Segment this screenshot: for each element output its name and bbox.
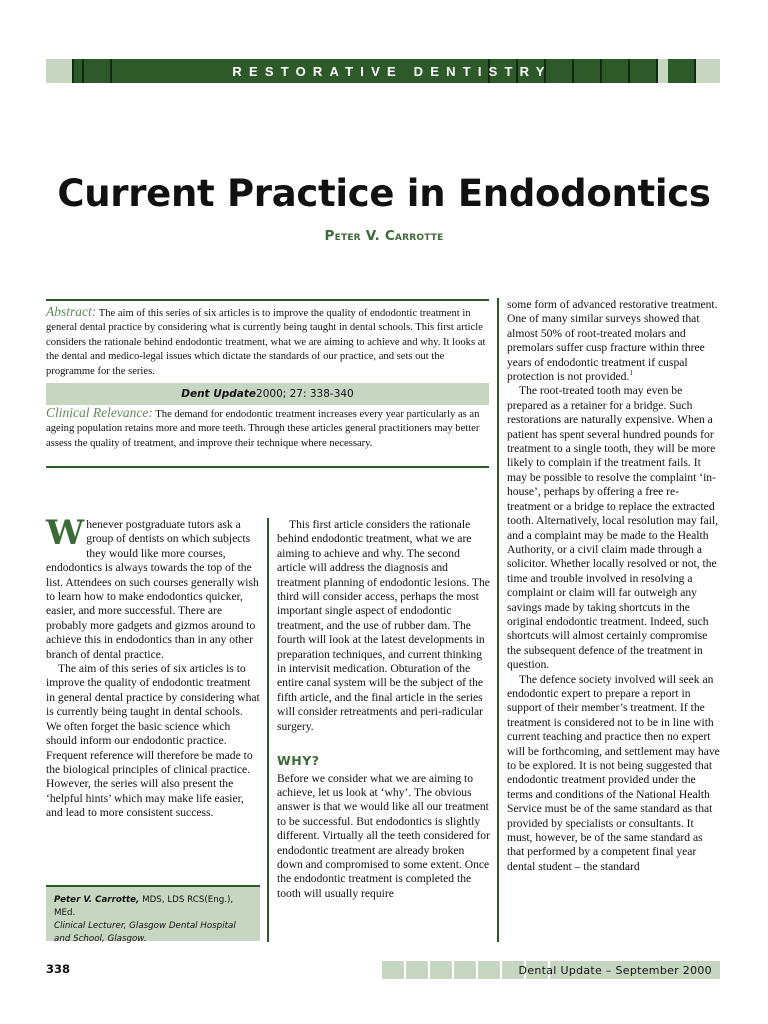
citation-journal: Dent Update (181, 388, 257, 400)
drop-cap: W (46, 513, 85, 553)
clinical-relevance-text: The demand for endodontic treatment increases every year particularly as an ageing population retains more and more teeth. Through these articles general practitioners may better assess the quality of treatment, and improve their technique where necessary. (46, 409, 480, 449)
section-heading-why: WHY? (277, 753, 320, 769)
author-affiliation (46, 885, 260, 944)
page-number: 338 (46, 962, 71, 976)
abstract (46, 305, 489, 379)
affiliation-degrees: MDS, LDS RCS(Eng.), MEd. (54, 895, 234, 918)
section-header-band (46, 59, 720, 83)
clinical-relevance (46, 406, 489, 451)
citation-details: 2000; 27: 338-340 (256, 388, 354, 400)
paragraph: Whenever postgraduate tutors ask a group of dentists on which subjects they would like more courses, endodontics is always towards the top of the list. Attendees on such courses generally wish to learn how to make endodontics quicker, easier, and more successful. There are probably more gadgets and gizmos around to achieve this in endodontics than in any other branch of dental practice. (46, 513, 259, 661)
article-title: Current Practice in Endodontics (57, 172, 711, 215)
abstract-top-rule (46, 299, 489, 301)
abstract-bottom-rule (46, 466, 489, 468)
footer-journal-issue: Dental Update – September 2000 (518, 963, 712, 977)
citation-band (46, 383, 489, 405)
body-column-2 (277, 518, 491, 901)
body-column-3 (507, 298, 721, 874)
paragraph: This first article considers the rationale behind endodontic treatment, what we are aiming to achieve and why. The second article will address the diagnosis and treatment planning of endodontic lesions. The third will consider access, perhaps the most important single aspect of endodontic treatment, and the use of rubber dam. The fourth will look at the latest developments in preparation techniques, and current thinking in intervisit medication. Obturation of the entire canal system will be the subject of the fifth article, and the final article in the series will consider retreatments and peri-radicular surgery. (277, 518, 490, 733)
abstract-text: The aim of this series of six articles is to improve the quality of endodontic treatment in general dental practice by considering what is currently being taught in dental schools. This first article considers the rationale behind endodontic treatment, what we are aiming to achieve and why. It looks at the dental and medico-legal issues which dictate the standards of our practice, and sets out the programme for the series. (46, 308, 486, 377)
reference-marker: 1 (629, 369, 633, 378)
paragraph: The aim of this series of six articles is to improve the quality of endodontic treatment in general dental practice by considering what is currently being taught in dental schools. We often forget the basic science which should inform our endodontic practice. Frequent reference will therefore be made to the biological principles of clinical practice. However, the series will also present the ‘helpful hints’ which may make life easier, and lead to more consistent success. (46, 662, 260, 820)
paragraph: some form of advanced restorative treatment. One of many similar surveys showed that almost 50% of root-treated molars and premolars suffer cusp fracture within three years of endodontic treatment if cuspal protection is not provided.$^1$ (507, 298, 718, 384)
section-header-label: RESTORATIVE DENTISTRY (232, 63, 552, 79)
body-column-1 (46, 513, 260, 821)
abstract-heading: Abstract: (46, 304, 97, 319)
paragraph: The defence society involved will seek an endodontic expert to prepare a report in support of their member’s treatment. If the treatment is considered not to be in line with current teaching and practice then no expert will be forthcoming, and settlement may have to be explored. It is not being suggested that endodontic treatment provided under the terms and conditions of the National Health Service must be of the same standard as that provided by specialists or consultants. It must, however, be of the same standard as that performed by a competent final year dental student – the standard (507, 672, 720, 873)
affiliation-name: Peter V. Carrotte, (54, 895, 140, 905)
column-rule-2 (497, 298, 499, 942)
clinical-relevance-heading: Clinical Relevance: (46, 405, 153, 420)
paragraph: Before we consider what we are aiming to achieve, let us look at ‘why’. The obvious answer is that we would like all our treatment to be successful. But endodontics is slightly different. Virtually all the teeth considered for endodontic treatment are already broken down and compromised to some extent. Once the endodontic treatment is completed the tooth will usually require (277, 771, 490, 900)
affiliation-position: Clinical Lecturer, Glasgow Dental Hospital and School, Glasgow. (54, 921, 236, 944)
paragraph: The root-treated tooth may even be prepared as a retainer for a bridge. Such restorations are naturally expensive. When a patient has spent several hundred pounds for treatment to a single tooth, they will be more likely to complain if the treatment fails. It may be possible to resolve the complaint ‘in-house’, perhaps by offering a free re-treatment or a bridge to replace the extracted tooth. Alternatively, local resolution may fail, and a complaint may be made to the Health Authority, or a civil claim made through a solicitor. Whether locally resolved or not, the time and trouble involved in resolving a complaint or claim will far outweigh any savings made by taking shortcuts in the original endodontic treatment. Indeed, such shortcuts will almost certainly compromise the subsequent defence of the treatment in question. (507, 384, 719, 672)
column-rule-1 (267, 518, 269, 942)
article-author: Peter V. Carrotte (324, 228, 444, 244)
